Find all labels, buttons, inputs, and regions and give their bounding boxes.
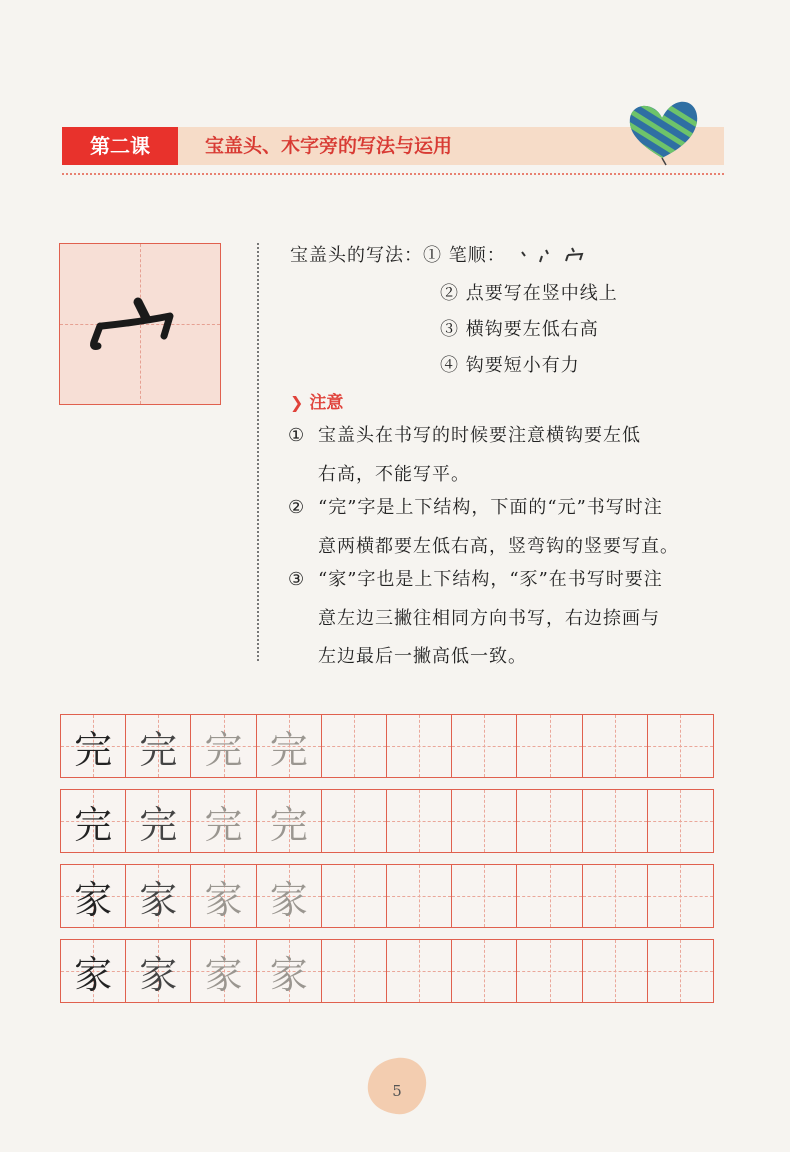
method-prefix: 宝盖头的写法： xyxy=(290,245,423,266)
note-line: 意两横都要左低右高，竖弯钩的竖要写直。 xyxy=(318,536,679,557)
note-line: 意左边三撇往相同方向书写，右边捺画与 xyxy=(318,608,660,629)
practice-character: 家 xyxy=(269,952,308,997)
practice-cell-blank[interactable] xyxy=(648,940,713,1002)
note-item-1 xyxy=(288,421,641,486)
method-num-1: ① xyxy=(423,245,442,266)
note-num: ③ xyxy=(288,569,306,590)
practice-cell-sample xyxy=(191,790,256,852)
practice-cell-blank[interactable] xyxy=(322,715,387,777)
practice-cell-blank[interactable] xyxy=(452,865,517,927)
practice-cell-sample xyxy=(257,940,322,1002)
practice-cell-blank[interactable] xyxy=(583,940,648,1002)
practice-cell-sample xyxy=(61,865,126,927)
lesson-title: 宝盖头、木字旁的写法与运用 xyxy=(205,135,453,157)
practice-character: 家 xyxy=(139,877,178,922)
practice-cell-sample xyxy=(191,715,256,777)
practice-character: 完 xyxy=(204,802,243,847)
method-text-3: 横钩要左低右高 xyxy=(465,319,599,340)
practice-cell-blank[interactable] xyxy=(583,865,648,927)
chevron-right-icon: ❯ xyxy=(290,393,304,412)
note-line: 宝盖头在书写的时候要注意横钩要左低 xyxy=(318,425,641,446)
practice-character: 完 xyxy=(139,802,178,847)
practice-cell-blank[interactable] xyxy=(387,715,452,777)
practice-cell-blank[interactable] xyxy=(322,865,387,927)
method-text-4: 钩要短小有力 xyxy=(465,355,580,376)
column-divider xyxy=(257,243,259,661)
practice-cell-blank[interactable] xyxy=(387,865,452,927)
practice-row xyxy=(60,714,714,778)
practice-cell-sample xyxy=(61,940,126,1002)
practice-cell-blank[interactable] xyxy=(583,790,648,852)
method-num-2: ② xyxy=(440,283,459,304)
note-line: 右高，不能写平。 xyxy=(318,464,470,485)
practice-character: 完 xyxy=(269,727,308,772)
note-line: 左边最后一撇高低一致。 xyxy=(318,646,527,667)
method-line-3 xyxy=(440,315,599,341)
practice-character: 家 xyxy=(74,877,113,922)
method-line-2 xyxy=(440,279,618,305)
page-number: 5 xyxy=(392,1082,402,1100)
practice-cell-sample xyxy=(61,790,126,852)
notes-heading xyxy=(290,388,343,413)
practice-row xyxy=(60,789,714,853)
practice-cell-blank[interactable] xyxy=(517,790,582,852)
note-line: “完”字是上下结构，下面的“元”书写时注 xyxy=(318,497,663,518)
method-num-4: ④ xyxy=(440,355,459,376)
method-text-2: 点要写在竖中线上 xyxy=(465,283,618,304)
practice-cell-blank[interactable] xyxy=(322,790,387,852)
practice-cell-sample xyxy=(126,940,191,1002)
practice-cell-sample xyxy=(126,865,191,927)
header-divider xyxy=(62,173,724,175)
practice-row xyxy=(60,864,714,928)
practice-cell-blank[interactable] xyxy=(648,790,713,852)
practice-cell-blank[interactable] xyxy=(452,790,517,852)
practice-cell-sample xyxy=(257,865,322,927)
practice-character: 完 xyxy=(74,727,113,772)
practice-character: 完 xyxy=(139,727,178,772)
practice-cell-blank[interactable] xyxy=(517,715,582,777)
practice-character: 完 xyxy=(269,802,308,847)
practice-cell-sample xyxy=(126,790,191,852)
practice-cell-sample xyxy=(61,715,126,777)
practice-cell-sample xyxy=(257,790,322,852)
practice-cell-blank[interactable] xyxy=(387,790,452,852)
method-line-1 xyxy=(290,241,596,267)
practice-cell-blank[interactable] xyxy=(322,940,387,1002)
practice-character: 家 xyxy=(204,952,243,997)
practice-cell-blank[interactable] xyxy=(517,865,582,927)
practice-cell-blank[interactable] xyxy=(517,940,582,1002)
lesson-tag: 第二课 xyxy=(62,127,178,165)
practice-cell-sample xyxy=(191,940,256,1002)
note-num: ① xyxy=(288,425,306,446)
practice-character: 家 xyxy=(204,877,243,922)
practice-row xyxy=(60,939,714,1003)
radical-stroke-sample xyxy=(60,244,220,404)
stroke-order-sequence-icon xyxy=(516,246,596,266)
practice-character: 完 xyxy=(74,802,113,847)
method-num-3: ③ xyxy=(440,319,459,340)
practice-character: 家 xyxy=(139,952,178,997)
practice-cell-blank[interactable] xyxy=(452,940,517,1002)
method-text-1: 笔顺： xyxy=(448,245,506,266)
note-num: ② xyxy=(288,497,306,518)
practice-cell-sample xyxy=(257,715,322,777)
practice-cell-blank[interactable] xyxy=(387,940,452,1002)
note-line: “家”字也是上下结构，“豕”在书写时要注 xyxy=(318,569,663,590)
note-item-3 xyxy=(288,565,663,668)
practice-character: 家 xyxy=(269,877,308,922)
practice-cell-blank[interactable] xyxy=(648,865,713,927)
practice-cell-blank[interactable] xyxy=(452,715,517,777)
practice-cell-sample xyxy=(191,865,256,927)
practice-character: 完 xyxy=(204,727,243,772)
practice-character: 家 xyxy=(74,952,113,997)
practice-cell-blank[interactable] xyxy=(583,715,648,777)
radical-demo-box xyxy=(59,243,221,405)
notes-heading-label: 注意 xyxy=(309,393,344,413)
practice-cell-sample xyxy=(126,715,191,777)
note-item-2 xyxy=(288,493,679,558)
heart-balloon-icon xyxy=(622,96,702,166)
method-line-4 xyxy=(440,351,580,377)
practice-cell-blank[interactable] xyxy=(648,715,713,777)
